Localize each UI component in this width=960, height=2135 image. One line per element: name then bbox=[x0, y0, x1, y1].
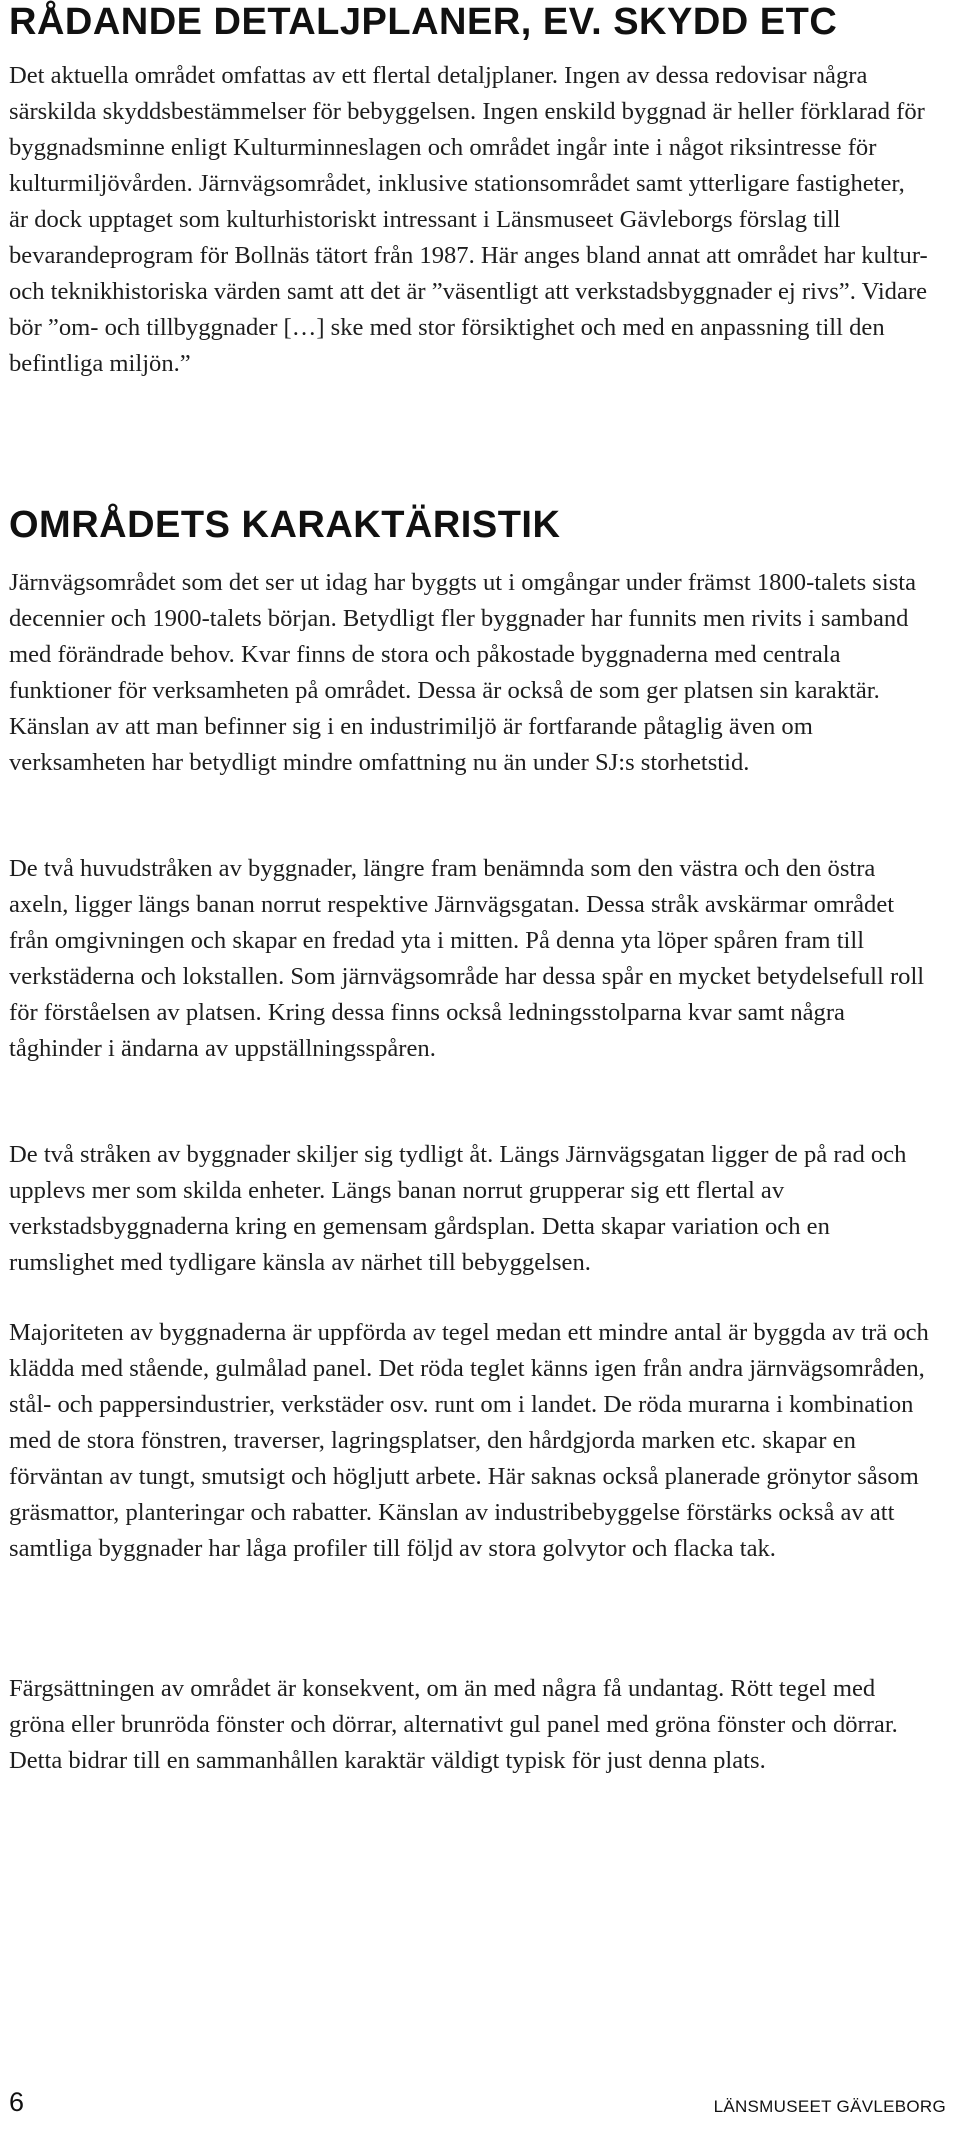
page-number: 6 bbox=[9, 2087, 25, 2117]
paragraph-karaktaristik-1: Järnvägsområdet som det ser ut idag har byggts ut i omgångar under främst 1800-talets sista decennier och 1900-talets början. Betydligt fler byggnader har funnits men rivits i samband med förändrade behov. Kvar finns de stora och påkostade byggnaderna med centrala funktioner för verksamheten på området. Dessa är också de som ger platsen sin karaktär. Känslan av att man befinner sig i en industrimiljö är fortfarande påtaglig även om verksamheten har betydligt mindre omfattning nu än under SJ:s storhetstid. bbox=[9, 569, 917, 776]
paragraph-detaljplaner: Det aktuella området omfattas av ett flertal detaljplaner. Ingen av dessa redovisar några särskilda skyddsbestämmelser för bebyggelsen. Ingen enskild byggnad är heller förklarad för byggnadsminne enligt Kulturminneslagen och området ingår inte i något riksintresse för kulturmiljövården. Järnvägsområdet, inklusive stationsområdet samt ytterligare fastigheter, är dock upptaget som kulturhistoriskt intressant i Länsmuseet Gävleborgs förslag till bevarandeprogram för Bollnäs tätort från 1987. Här anges bland annat att området har kultur- och teknikhistoriska värden samt att det är ”väsentligt att verkstadsbyggnader ej rivs”. Vidare bör ”om- och tillbyggnader […] ske med stor försiktighet och med en anpassning till den befintliga miljön.” bbox=[9, 62, 928, 377]
section-heading-karaktaristik: OMRÅDETS KARAKTÄRISTIK bbox=[9, 504, 561, 546]
section-heading-detaljplaner: RÅDANDE DETALJPLANER, EV. SKYDD ETC bbox=[9, 1, 838, 43]
paragraph-karaktaristik-3: De två stråken av byggnader skiljer sig tydligt åt. Längs Järnvägsgatan ligger de på rad och upplevs mer som skilda enheter. Längs banan norrut grupperar sig ett flertal av verkstadsbyggnaderna kring en gemensam gårdsplan. Detta skapar variation och en rumslighet med tydligare känsla av närhet till bebyggelsen. bbox=[9, 1141, 907, 1276]
paragraph-karaktaristik-4: Majoriteten av byggnaderna är uppförda av tegel medan ett mindre antal är byggda av trä och klädda med stående, gulmålad panel. Det röda teglet känns igen från andra järnvägsområden, stål- och pappersindustrier, verkstäder osv. runt om i landet. De röda murarna i kombination med de stora fönstren, traverser, lagringsplatser, den hårdgjorda marken etc. skapar en förväntan av tungt, smutsigt och högljutt arbete. Här saknas också planerade grönytor såsom gräsmattor, planteringar och rabatter. Känslan av industribebyggelse förstärks också av att samtliga byggnader har låga profiler till följd av stora golvytor och flacka tak. bbox=[9, 1319, 929, 1562]
paragraph-karaktaristik-2: De två huvudstråken av byggnader, längre fram benämnda som den västra och den östra axeln, ligger längs banan norrut respektive Järnvägsgatan. Dessa stråk avskärmar området från omgivningen och skapar en fredad yta i mitten. På denna yta löper spåren fram till verkstäderna och lokstallen. Som järnvägsområde har dessa spår en mycket betydelsefull roll för förståelsen av platsen. Kring dessa finns också ledningsstolparna kvar samt några tåghinder i ändarna av uppställningsspåren. bbox=[9, 855, 925, 1062]
publisher-name: LÄNSMUSEET GÄVLEBORG bbox=[713, 2097, 946, 2116]
paragraph-karaktaristik-5: Färgsättningen av området är konsekvent, om än med några få undantag. Rött tegel med gröna eller brunröda fönster och dörrar, alternativt gul panel med gröna fönster och dörrar. Detta bidrar till en sammanhållen karaktär väldigt typisk för just denna plats. bbox=[9, 1675, 898, 1774]
